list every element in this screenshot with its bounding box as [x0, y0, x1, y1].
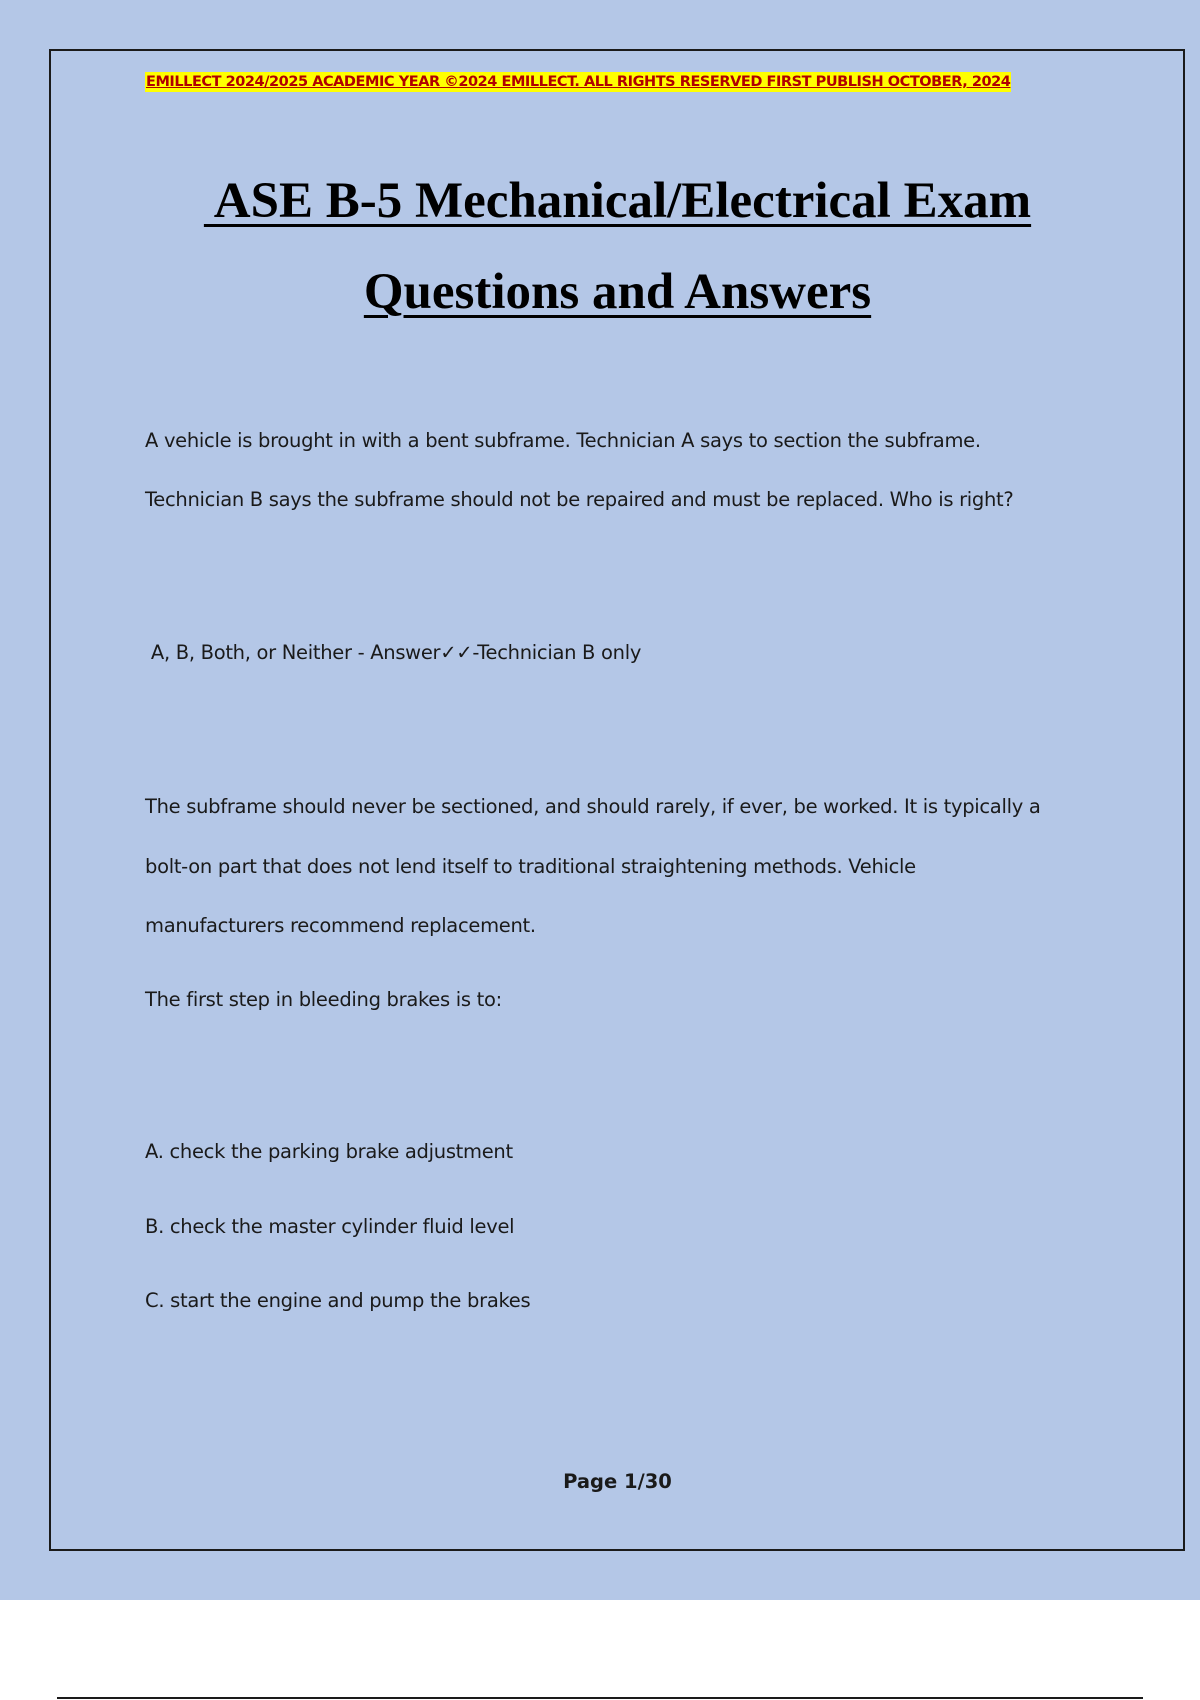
question-2-option-b: B. check the master cylinder fluid level: [145, 1215, 515, 1238]
question-1-answer: A, B, Both, or Neither - Answer✓✓-Technician B only: [145, 641, 642, 664]
copyright-banner: EMILLECT 2024/2025 ACADEMIC YEAR ©2024 EMILLECT. ALL RIGHTS RESERVED FIRST PUBLISH OCTOBER, 2024: [146, 74, 1011, 90]
document-title-line-2: Questions and Answers: [363, 264, 872, 320]
question-1-explanation-line-1: The subframe should never be sectioned, and should rarely, if ever, be worked. It is typically a: [145, 795, 1041, 818]
document-title-line-1: ASE B-5 Mechanical/Electrical Exam: [203, 173, 1032, 229]
question-1-text-line-1: A vehicle is brought in with a bent subframe. Technician A says to section the subframe.: [145, 429, 981, 452]
question-2-stem: The first step in bleeding brakes is to:: [145, 988, 502, 1011]
question-1-explanation-line-3: manufacturers recommend replacement.: [145, 914, 536, 937]
question-1-explanation-line-2: bolt-on part that does not lend itself to traditional straightening methods. Vehicle: [145, 855, 916, 878]
footer-divider: [57, 1697, 1143, 1699]
question-1-text-line-2: Technician B says the subframe should not be repaired and must be replaced. Who is right?: [145, 488, 1014, 511]
question-2-option-c: C. start the engine and pump the brakes: [145, 1289, 531, 1312]
question-2-option-a: A. check the parking brake adjustment: [145, 1140, 513, 1163]
page-number: Page 1/30: [563, 1470, 672, 1493]
